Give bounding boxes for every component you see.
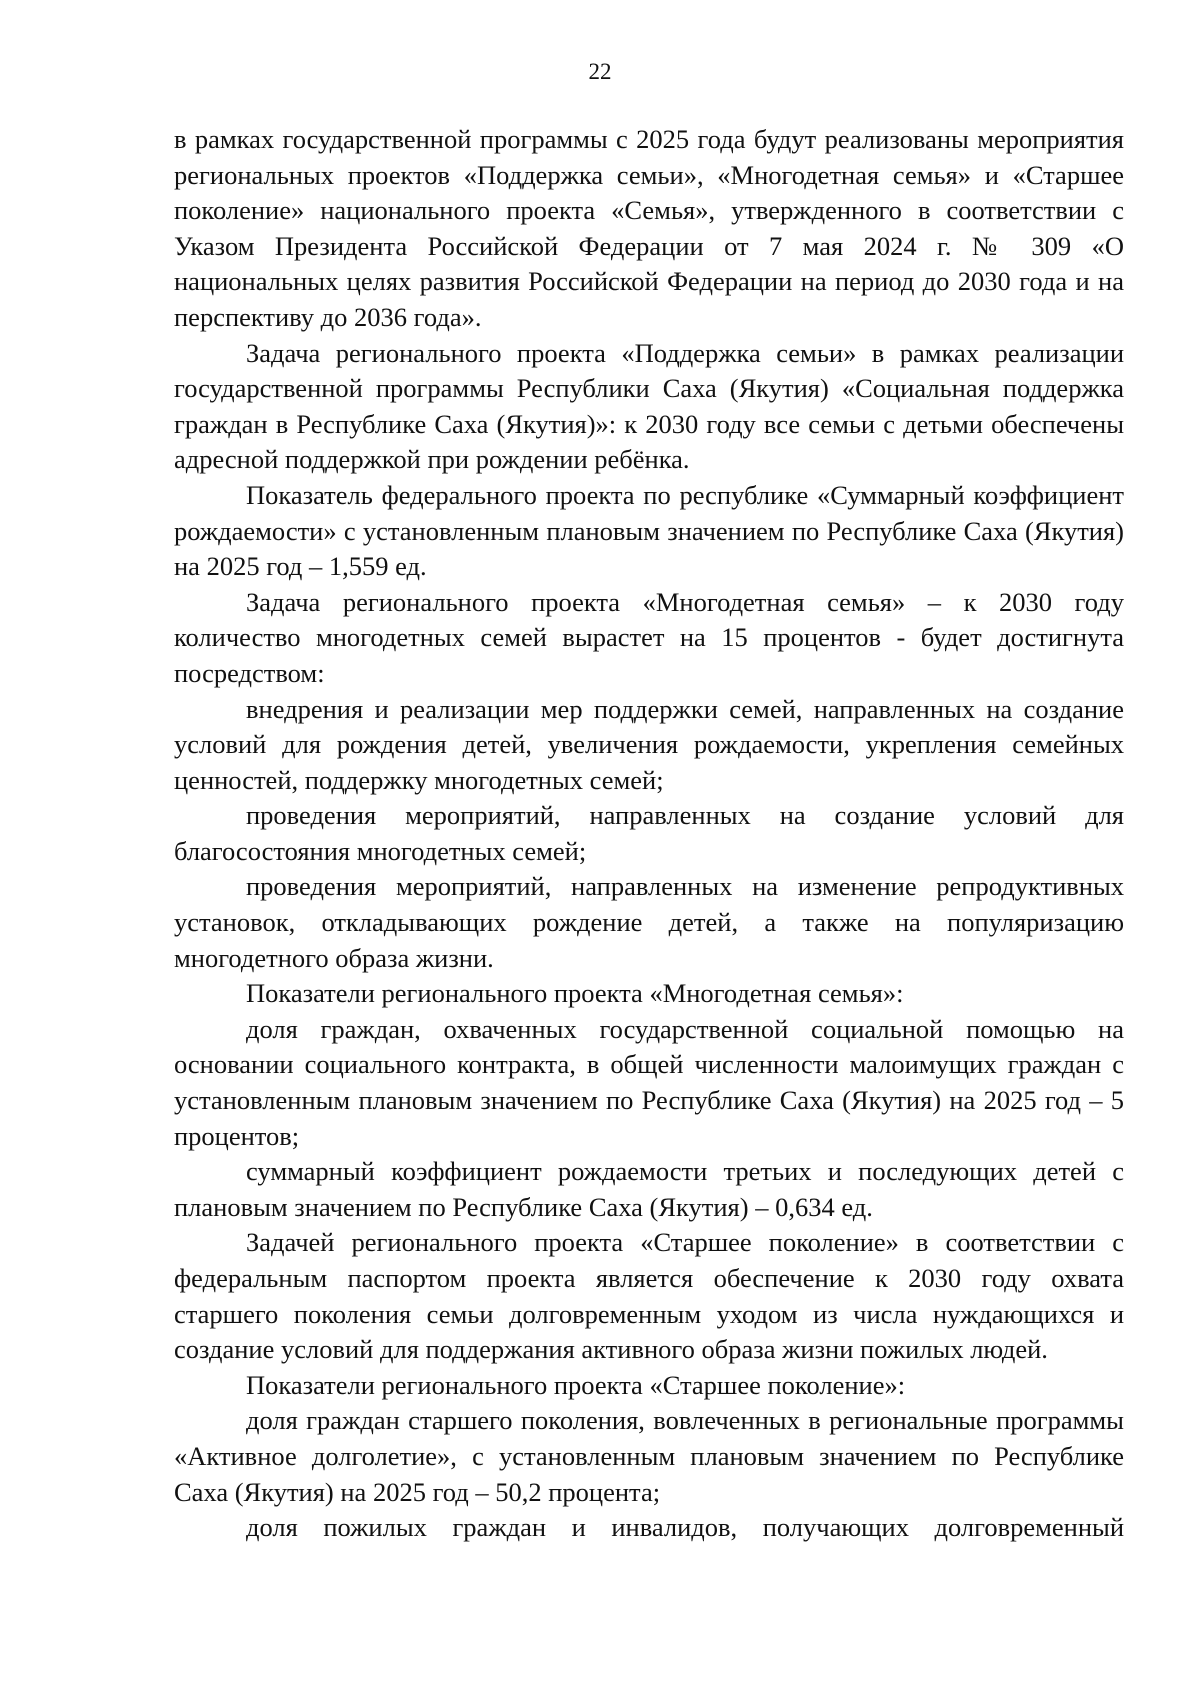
list-paragraph: доля граждан, охваченных государственной социальной помощью на основании социального контракта, в общей численности малоимущих граждан с установленным плановым значением по Республике Саха (Якутия) на 2025 год – 5 процентов; bbox=[174, 1013, 1124, 1151]
list-paragraph: суммарный коэффициент рождаемости третьих и последующих детей с плановым значением по Республике Саха (Якутия) – 0,634 ед. bbox=[174, 1156, 1124, 1222]
paragraph: Задачей регионального проекта «Старшее поколение» в соответствии с федеральным паспортом проекта является обеспечение к 2030 году охвата старшего поколения семьи долговременным уходом из числа нуждающихся и создание условий для поддержания активного образа жизни пожилых людей. bbox=[174, 1227, 1124, 1365]
list-paragraph: внедрения и реализации мер поддержки семей, направленных на создание условий для рождения детей, увеличения рождаемости, укрепления семейных ценностей, поддержку многодетных семей; bbox=[174, 693, 1124, 795]
list-paragraph: проведения мероприятий, направленных на создание условий для благосостояния многодетных семей; bbox=[174, 800, 1124, 866]
paragraph: Показатели регионального проекта «Старшее поколение»: bbox=[246, 1369, 906, 1400]
list-paragraph: доля граждан старшего поколения, вовлеченных в региональные программы «Активное долголетие», с установленным плановым значением по Республике Саха (Якутия) на 2025 год – 50,2 процента; bbox=[174, 1405, 1124, 1507]
document-body bbox=[174, 122, 1124, 1546]
list-paragraph: проведения мероприятий, направленных на изменение репродуктивных установок, откладывающих рождение детей, а также на популяризацию многодетного образа жизни. bbox=[174, 871, 1124, 973]
paragraph: Задача регионального проекта «Многодетная семья» – к 2030 году количество многодетных семей вырастет на 15 процентов - будет достигнута посредством: bbox=[174, 586, 1124, 688]
list-paragraph: доля пожилых граждан и инвалидов, получающих долговременный bbox=[246, 1512, 1124, 1543]
paragraph: в рамках государственной программы с 2025 года будут реализованы мероприятия региональных проектов «Поддержка семьи», «Многодетная семья» и «Старшее поколение» национального проекта «Семья», утвержденного в соответствии с Указом Президента Российской Федерации от 7 мая 2024 г. № 309 «О национальных целях развития Российской Федерации на период до 2030 года и на перспективу до 2036 года». bbox=[174, 124, 1124, 332]
paragraph: Показатели регионального проекта «Многодетная семья»: bbox=[246, 978, 904, 1009]
paragraph: Показатель федерального проекта по республике «Суммарный коэффициент рождаемости» с установленным плановым значением по Республике Саха (Якутия) на 2025 год – 1,559 ед. bbox=[174, 479, 1124, 582]
page-number: 22 bbox=[588, 59, 612, 84]
paragraph: Задача регионального проекта «Поддержка семьи» в рамках реализации государственной программы Республики Саха (Якутия) «Социальная поддержка граждан в Республике Саха (Якутия)»: к 2030 году все семьи с детьми обеспечены адресной поддержкой при рождении ребёнка. bbox=[174, 337, 1124, 475]
